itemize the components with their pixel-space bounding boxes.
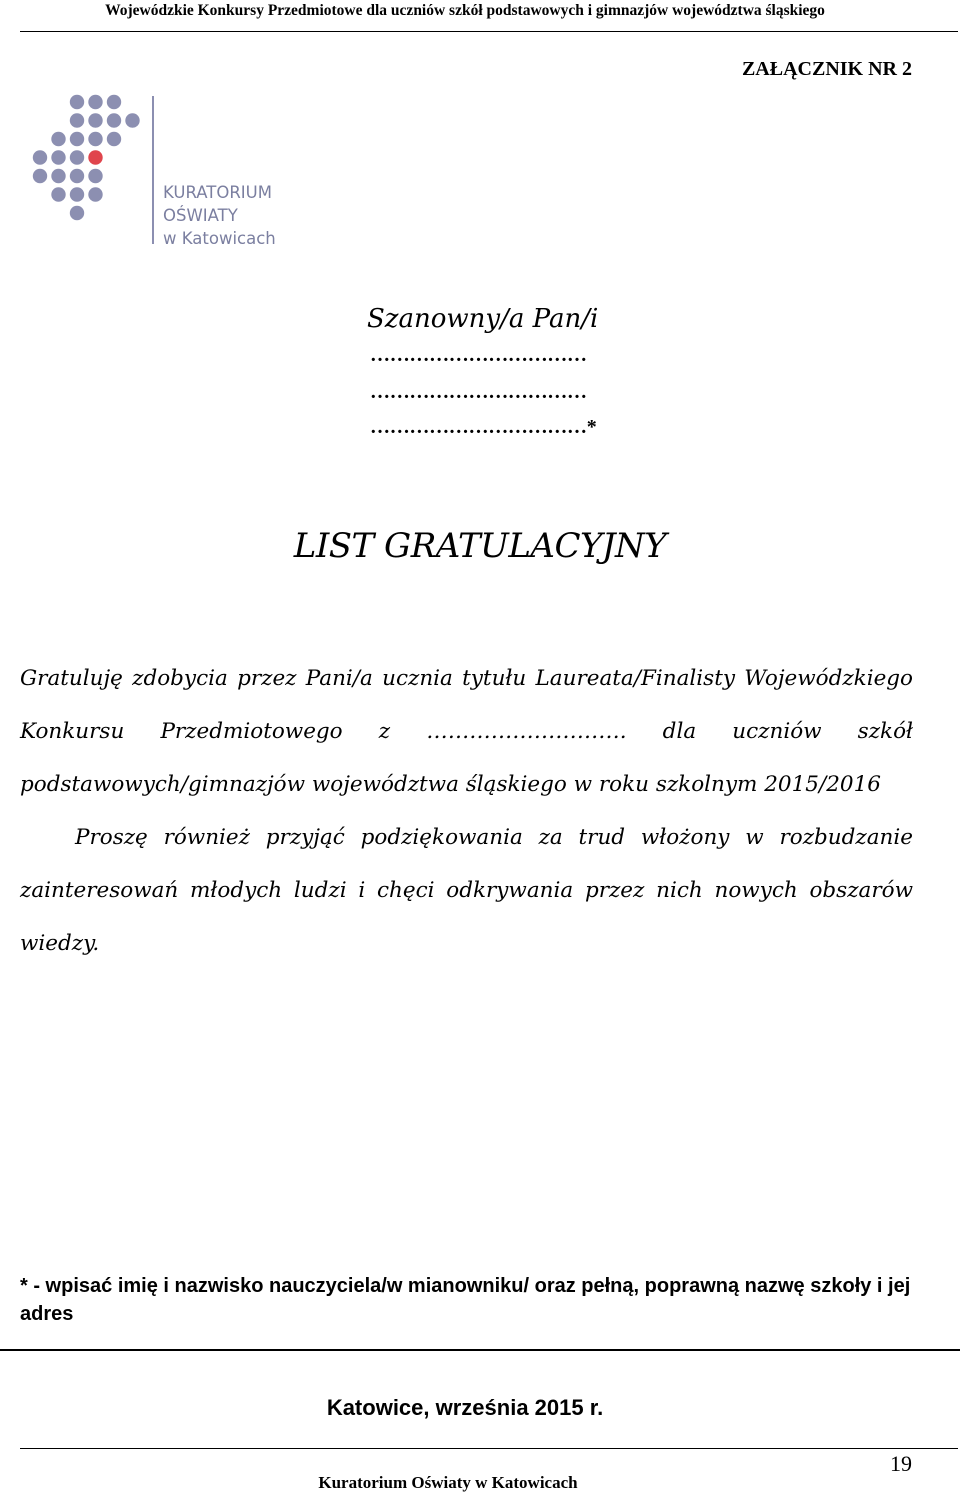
body-paragraph-2: Proszę również przyjąć podziękowania za trud włożony w rozbudzanie zainteresowań młodych ludzi i chęci odkrywania przez nich nowych obszarów wiedzy.	[20, 825, 913, 956]
logo-dot	[70, 113, 84, 127]
logo-line-1: KURATORIUM	[163, 183, 272, 202]
logo-dot	[70, 132, 84, 146]
recipient-dots-2: ……………………………	[370, 381, 587, 403]
footnote-divider	[0, 1349, 960, 1351]
annex-label: ZAŁĄCZNIK NR 2	[741, 58, 912, 80]
logo-text	[163, 181, 276, 250]
logo-accent-dot	[88, 150, 102, 164]
logo-dot	[70, 206, 84, 220]
footnote: * - wpisać imię i nazwisko nauczyciela/w mianowniku/ oraz pełną, poprawną nazwę szkoły i jej adres	[20, 1275, 911, 1325]
logo-dot	[88, 132, 102, 146]
recipient-dots-1: ……………………………	[370, 344, 587, 366]
logo-line-3: w Katowicach	[163, 229, 276, 248]
logo-dot	[51, 150, 65, 164]
document-title: LIST GRATULACYJNY	[293, 526, 667, 566]
logo-dot	[107, 95, 121, 109]
place-and-date: Katowice, września 2015 r.	[326, 1395, 604, 1420]
logo-dot	[107, 132, 121, 146]
logo-dot	[88, 113, 102, 127]
logo-dot	[88, 187, 102, 201]
logo-dot	[70, 95, 84, 109]
logo-dot	[70, 187, 84, 201]
logo-dot	[88, 95, 102, 109]
header-divider	[20, 31, 958, 32]
logo-dot-grid	[33, 95, 140, 220]
logo-dot	[51, 132, 65, 146]
logo-dot	[70, 169, 84, 183]
logo-dot	[51, 187, 65, 201]
page-number: 19	[890, 1451, 912, 1476]
logo-dot	[125, 113, 139, 127]
logo-dot	[107, 113, 121, 127]
recipient-dots-3: ……………………………*	[370, 416, 597, 438]
page-header-title: Wojewódzkie Konkursy Przedmiotowe dla uczniów szkół podstawowych i gimnazjów województwa śląskiego	[105, 2, 825, 19]
logo-dot	[33, 150, 47, 164]
footer-text: Kuratorium Oświaty w Katowicach	[318, 1473, 578, 1492]
logo-line-2: OŚWIATY	[163, 206, 238, 225]
logo-dot	[70, 150, 84, 164]
greeting: Szanowny/a Pan/i	[367, 304, 599, 334]
letter-body	[20, 652, 913, 970]
logo-dot	[51, 169, 65, 183]
footer-divider	[20, 1448, 958, 1449]
body-paragraph-1: Gratuluję zdobycia przez Pani/a ucznia tytułu Laureata/Finalisty Wojewódzkiego Konkursu Przedmiotowego z ………………………. dla uczniów szkół podstawowych/gimnazjów województwa śląskiego w roku szkolnym 2015/2016	[20, 666, 913, 797]
logo-dot	[88, 169, 102, 183]
logo-dot	[33, 169, 47, 183]
